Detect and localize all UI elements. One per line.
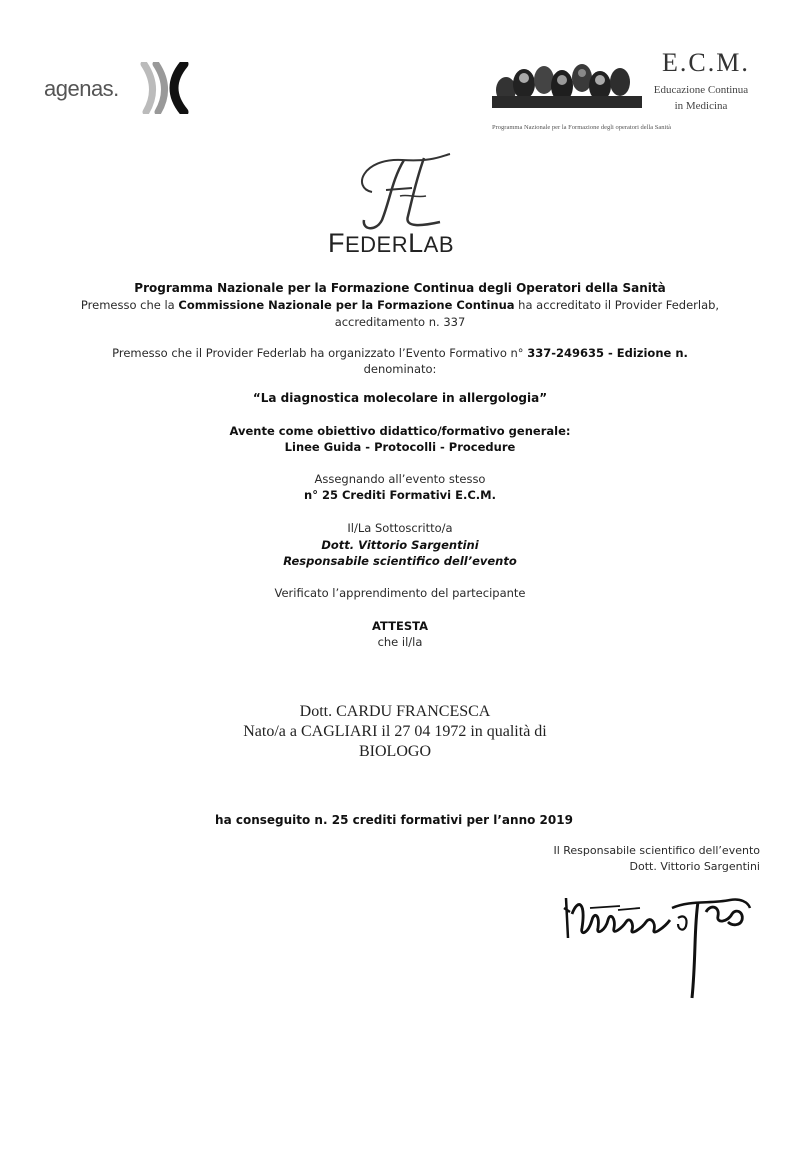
signer-role: Il Responsabile scientifico dell’evento: [553, 844, 760, 857]
participant-role: BIOLOGO: [359, 743, 431, 760]
ecm-group-photo-icon: [492, 60, 642, 108]
federlab-letter-l: L: [408, 228, 424, 258]
agenas-logo-text: agenas.: [44, 76, 119, 101]
participant-birth: Nato/a a CAGLIARI il 27 04 1972 in qualità di: [243, 723, 547, 740]
premise-2-start: Premesso che il Provider Federlab ha organizzato l’Evento Formativo n°: [112, 346, 528, 360]
federlab-letters-eder: EDER: [345, 232, 409, 257]
denominated: denominato:: [363, 362, 437, 376]
ecm-caption: Programma Nazionale per la Formazione degli operatori della Sanità: [492, 124, 672, 131]
federlab-wordmark: [328, 228, 454, 259]
event-title: “La diagnostica molecolare in allergologia”: [252, 391, 548, 405]
agenas-mark-icon: [138, 62, 194, 114]
signature-icon: [560, 878, 760, 1008]
che-il-la: che il/la: [377, 635, 423, 649]
premise-1: [0, 297, 800, 313]
objective-label: Avente come obiettivo didattico/formativo generale:: [229, 424, 571, 438]
ecm-title: E.C.M.: [662, 48, 750, 77]
assigning: Assegnando all’evento stesso: [314, 472, 486, 486]
program-title: Programma Nazionale per la Formazione Continua degli Operatori della Sanità: [134, 281, 666, 295]
premise-2-event-code: 337-249635 - Edizione n.: [527, 346, 688, 360]
federlab-logo: [320, 150, 480, 265]
premise-1-commission: Commissione Nazionale per la Formazione Continua: [178, 298, 515, 312]
premise-2: [0, 345, 800, 361]
signer-block: [553, 843, 760, 875]
federlab-letter-f: F: [328, 228, 345, 258]
ecm-subtitle-2: in Medicina: [674, 100, 728, 112]
verified: Verificato l’apprendimento del partecipante: [274, 586, 526, 600]
responsible-role: Responsabile scientifico dell’evento: [283, 554, 517, 568]
participant-name: Dott. CARDU FRANCESCA: [299, 703, 491, 720]
attesta: ATTESTA: [372, 619, 428, 633]
federlab-monogram-icon: [342, 150, 462, 234]
ecm-subtitle-1: Educazione Continua: [653, 84, 749, 96]
ecm-logo: [492, 48, 767, 138]
achievement: ha conseguito n. 25 crediti formativi per l’anno 2019: [215, 813, 573, 827]
federlab-letters-ab: AB: [423, 232, 455, 257]
premise-1-start: Premesso che la: [80, 298, 179, 312]
agenas-logo: [44, 62, 194, 114]
accreditation: accreditamento n. 337: [334, 315, 466, 329]
credits: n° 25 Crediti Formativi E.C.M.: [304, 488, 496, 502]
undersigned: Il/La Sottoscritto/a: [347, 521, 453, 535]
signer-name: Dott. Vittorio Sargentini: [629, 860, 760, 873]
objective-value: Linee Guida - Protocolli - Procedure: [284, 440, 516, 454]
premise-1-end: ha accreditato il Provider Federlab,: [514, 298, 720, 312]
responsible-name: Dott. Vittorio Sargentini: [321, 538, 479, 552]
